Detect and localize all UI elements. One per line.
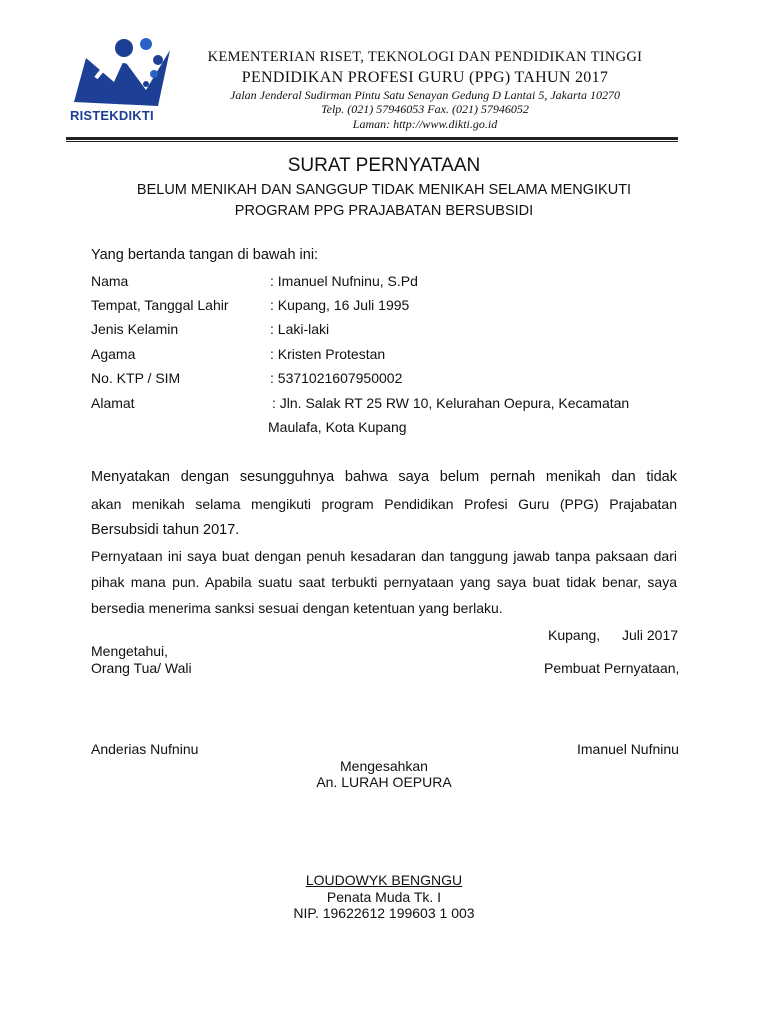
field-label-ttl: Tempat, Tanggal Lahir	[91, 297, 229, 313]
declaration-line-3: bersedia menerima sanksi sesuai dengan ketentuan yang berlaku.	[91, 600, 503, 616]
phone-fax: Telp. (021) 57946053 Fax. (021) 57946052	[321, 102, 529, 116]
endorsement-label: Mengesahkan	[340, 758, 428, 774]
sign-date: Juli 2017	[622, 627, 679, 643]
official-name-text: LOUDOWYK BENGNGU	[305, 872, 463, 888]
declaration-line-1: Pernyataan ini saya buat dengan penuh kesadaran dan tanggung jawab tanpa paksaan dari	[91, 548, 677, 564]
header-rule-thin	[66, 141, 678, 142]
guardian-label: Orang Tua/ Wali	[91, 660, 192, 676]
field-value-gender: : Laki-laki	[270, 321, 330, 337]
subtitle-line-2: PROGRAM PPG PRAJABATAN BERSUBSIDI	[234, 203, 534, 219]
endorsement-office: An. LURAH OEPURA	[316, 774, 452, 790]
field-label-ktp: No. KTP / SIM	[91, 370, 181, 386]
field-value-ktp: : 5371021607950002	[270, 370, 403, 386]
field-label-nama: Nama	[91, 273, 129, 289]
field-label-religion: Agama	[91, 346, 136, 362]
program-name: PENDIDIKAN PROFESI GURU (PPG) TAHUN 2017	[241, 69, 609, 86]
website: Laman: http://www.dikti.go.id	[352, 117, 498, 131]
guardian-name: Anderias Nufninu	[91, 741, 199, 757]
declarant-label: Pembuat Pernyataan,	[544, 660, 680, 676]
logo-text: RISTEKDIKTI	[70, 108, 154, 123]
statement-line-3: Bersubsidi tahun 2017.	[91, 522, 240, 538]
acknowledged-label: Mengetahui,	[91, 643, 169, 659]
declaration-line-2: pihak mana pun. Apabila suatu saat terbukti pernyataan yang saya buat tidak benar, saya	[91, 574, 677, 590]
subtitle-line-1: BELUM MENIKAH DAN SANGGUP TIDAK MENIKAH SELAMA MENGIKUTI	[136, 182, 632, 198]
statement-line-2: akan menikah selama mengikuti program Pendidikan Profesi Guru (PPG) Prajabatan	[91, 496, 677, 512]
official-nip: NIP. 19622612 199603 1 003	[293, 905, 475, 921]
field-value-address: : Jln. Salak RT 25 RW 10, Kelurahan Oepura, Kecamatan	[272, 395, 630, 411]
field-value-religion: : Kristen Protestan	[270, 346, 386, 362]
ministry-name: KEMENTERIAN RISET, TEKNOLOGI DAN PENDIDIKAN TINGGI	[207, 49, 643, 65]
intro-text: Yang bertanda tangan di bawah ini:	[91, 247, 319, 263]
field-label-gender: Jenis Kelamin	[91, 321, 179, 337]
statement-line-1: Menyatakan dengan sesungguhnya bahwa saya belum pernah menikah dan tidak	[91, 469, 677, 485]
field-value-nama: : Imanuel Nufninu, S.Pd	[270, 273, 418, 289]
official-name	[0, 872, 768, 888]
field-value-ttl: : Kupang, 16 Juli 1995	[270, 297, 410, 313]
address: Jalan Jenderal Sudirman Pintu Satu Senayan Gedung D Lantai 5, Jakarta 10270	[230, 88, 620, 102]
document-title: SURAT PERNYATAAN	[287, 155, 481, 176]
header-rule-thick	[66, 137, 678, 140]
field-value-address-cont: Maulafa, Kota Kupang	[268, 419, 407, 435]
sign-place: Kupang,	[548, 627, 601, 643]
official-rank: Penata Muda Tk. I	[326, 889, 442, 905]
field-label-address: Alamat	[91, 395, 135, 411]
declarant-name: Imanuel Nufninu	[577, 741, 679, 757]
